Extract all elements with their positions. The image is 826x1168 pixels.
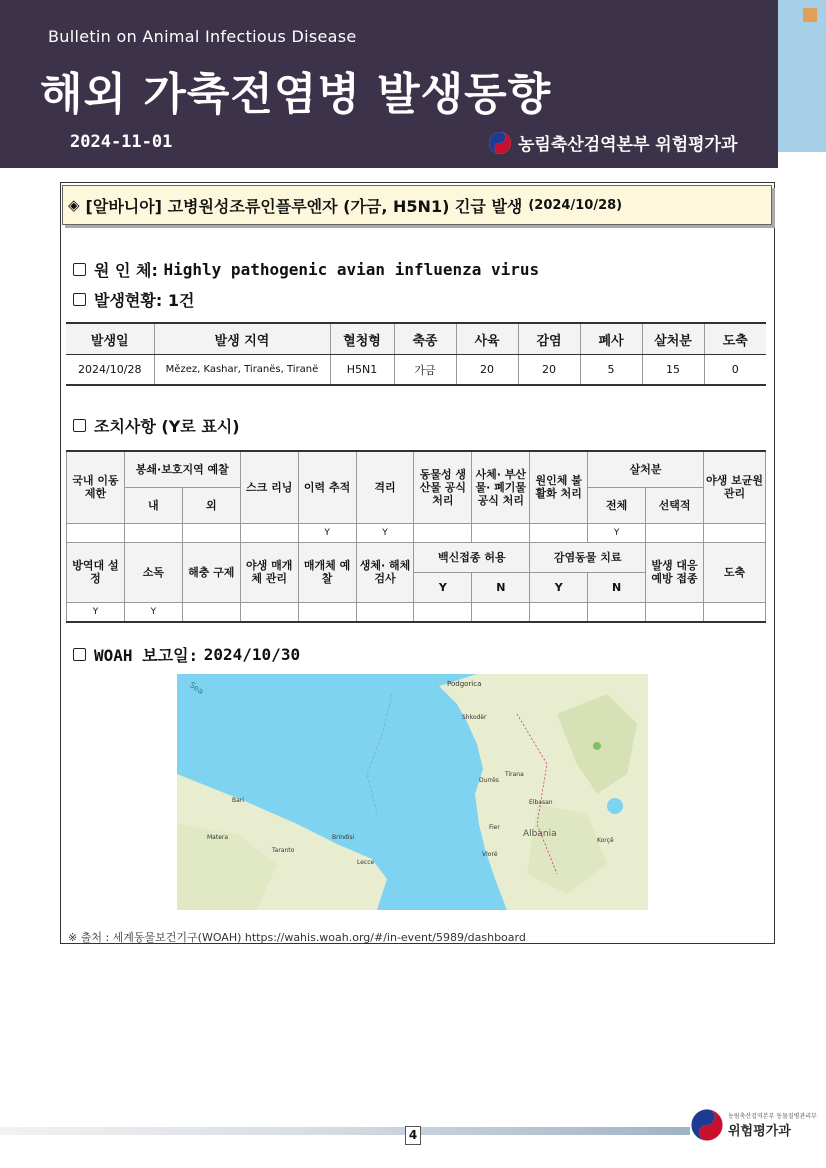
pathogen-label: 원 인 체: (94, 261, 158, 280)
cell (182, 602, 240, 622)
cell (530, 602, 588, 622)
cell (530, 523, 588, 542)
event-title: [알바니아] 고병원성조류인플루엔자 (가금, H5N1) 긴급 발생 (85, 196, 523, 216)
col-header: 도축 (704, 323, 766, 355)
cell (414, 523, 472, 542)
cell (298, 602, 356, 622)
col-header: 발생 지역 (154, 323, 330, 355)
col-header: 국내 이동 제한 (67, 451, 125, 523)
cell: 가금 (394, 355, 456, 386)
outbreak-table (66, 322, 766, 386)
outbreak-header-row (66, 323, 766, 355)
map-label-elbasan: Elbasan (529, 799, 553, 806)
col-header: 방역대 설정 (67, 542, 125, 602)
map-label-korce: Korçë (597, 837, 614, 844)
diamond-marker-icon: ◈ (68, 196, 80, 214)
woah-label: WOAH 보고일: (94, 646, 199, 665)
map-label-tirana: Tirana (505, 771, 524, 778)
cell: 20 (518, 355, 580, 386)
cell (182, 523, 240, 542)
map-label-albania: Albania (523, 829, 557, 839)
map-label-vlore: Vlorë (482, 851, 498, 858)
col-header: 발생일 (66, 323, 154, 355)
footer-org-small: 농림축산검역본부 동물질병관리부 (728, 1113, 817, 1120)
cell (472, 523, 530, 542)
outbreak-map (177, 674, 648, 910)
cell (588, 602, 646, 622)
col-header: 도축 (703, 542, 765, 602)
cell: Y (67, 602, 125, 622)
event-banner (62, 185, 772, 225)
map-label-lecce: Lecce (357, 859, 375, 866)
occurrence-line (73, 288, 194, 311)
col-header: Y (530, 572, 588, 602)
col-header: 이력 추적 (298, 451, 356, 523)
col-header: 외 (182, 487, 240, 523)
col-header: 내 (124, 487, 182, 523)
col-header: 격리 (356, 451, 414, 523)
cell (240, 602, 298, 622)
col-header: 사육 (456, 323, 518, 355)
col-header: 전체 (588, 487, 646, 523)
col-header: 사체· 부산물· 폐기물 공식 처리 (472, 451, 530, 523)
col-header: 살처분 (642, 323, 704, 355)
woah-line (73, 643, 300, 666)
col-header: 축종 (394, 323, 456, 355)
pathogen-line (73, 258, 539, 281)
cell: 2024/10/28 (78, 363, 142, 376)
table-row (67, 602, 766, 622)
col-header: 야생 매개체 관리 (240, 542, 298, 602)
col-header: 매개체 예찰 (298, 542, 356, 602)
cell: Y (124, 602, 182, 622)
cell: Y (588, 523, 646, 542)
page-title: 해외 가축전염병 발생동향 (40, 69, 552, 120)
measures-label: 조치사항 (Y로 표시) (94, 417, 240, 436)
map-label-podgorica: Podgorica (447, 680, 482, 688)
map-label-brindisi: Brindisi (332, 834, 355, 841)
footer-logo (690, 1108, 817, 1142)
cell: 0 (704, 355, 766, 386)
cell (414, 602, 472, 622)
checkbox-square-icon (73, 293, 86, 306)
table-row (66, 355, 766, 386)
org-name (488, 130, 737, 155)
woah-value: 2024/10/30 (203, 645, 301, 664)
map-label-durres: Durrës (479, 777, 499, 784)
map-label-sea: Sea (187, 680, 206, 697)
cell: Y (298, 523, 356, 542)
checkbox-square-icon (73, 648, 86, 661)
map-graphic (177, 674, 648, 910)
col-header: 동물성 생산물 공식 처리 (414, 451, 472, 523)
measures-header-row-2 (67, 542, 766, 572)
measures-table (66, 450, 766, 623)
cell (356, 602, 414, 622)
col-header: 폐사 (580, 323, 642, 355)
cell (67, 523, 125, 542)
cell (703, 602, 765, 622)
map-label-matera: Matera (207, 834, 229, 841)
col-header: 백신접종 허용 (414, 542, 530, 572)
measures-line (73, 414, 240, 437)
col-header: N (472, 572, 530, 602)
cell: 15 (642, 355, 704, 386)
bulletin-subtitle: Bulletin on Animal Infectious Disease (48, 27, 357, 46)
col-header: 소독 (124, 542, 182, 602)
col-header: 감염 (518, 323, 580, 355)
col-header: 야생 보균원 관리 (703, 451, 765, 523)
col-header: 발생 대응 예방 접종 (646, 542, 704, 602)
org-name-text: 농림축산검역본부 위험평가과 (518, 135, 738, 155)
event-date: (2024/10/28) (528, 197, 623, 213)
map-label-bari: Bari (232, 797, 244, 804)
col-header: Y (414, 572, 472, 602)
col-header: 봉쇄·보호지역 예찰 (124, 451, 240, 487)
taegeuk-emblem-icon (690, 1108, 724, 1142)
bulletin-date: 2024-11-01 (70, 132, 173, 152)
checkbox-square-icon (73, 419, 86, 432)
col-header: 살처분 (588, 451, 704, 487)
col-header: 스크 리닝 (240, 451, 298, 523)
cell (472, 602, 530, 622)
header-accent-strip (778, 0, 826, 152)
footer-org: 위험평가과 (728, 1124, 791, 1139)
footer-line (0, 1127, 690, 1135)
col-header: 원인체 불활화 처리 (530, 451, 588, 523)
cell: 5 (580, 355, 642, 386)
map-label-fier: Fier (489, 824, 500, 831)
taegeuk-emblem-icon (488, 131, 512, 155)
col-header: 선택적 (646, 487, 704, 523)
checkbox-square-icon (73, 263, 86, 276)
col-header: N (588, 572, 646, 602)
occurrence-label: 발생현황: (94, 291, 163, 310)
cell: 20 (456, 355, 518, 386)
page-number: 4 (405, 1126, 421, 1145)
cell (240, 523, 298, 542)
pathogen-value: Highly pathogenic avian influenza virus (163, 260, 540, 279)
header-corner-square (803, 8, 817, 22)
cell: Y (356, 523, 414, 542)
cell (646, 523, 704, 542)
cell: H5N1 (330, 355, 394, 386)
cell (124, 523, 182, 542)
col-header: 감염동물 치료 (530, 542, 646, 572)
col-header: 혈청형 (330, 323, 394, 355)
map-label-shkoder: Shkodër (462, 714, 487, 721)
map-label-taranto: Taranto (272, 847, 295, 854)
measures-header-row (67, 451, 766, 487)
cell (703, 523, 765, 542)
occurrence-value: 1건 (167, 291, 195, 310)
source-note: ※ 출처 : 세계동물보건기구(WOAH) https://wahis.woah.org/#/in-event/5989/dashboard (68, 931, 526, 944)
table-row (67, 523, 766, 542)
cell (646, 602, 704, 622)
col-header: 해충 구제 (182, 542, 240, 602)
cell: Mězez, Kashar, Tiranës, Tiranë (154, 355, 330, 386)
col-header: 생체· 해체 검사 (356, 542, 414, 602)
